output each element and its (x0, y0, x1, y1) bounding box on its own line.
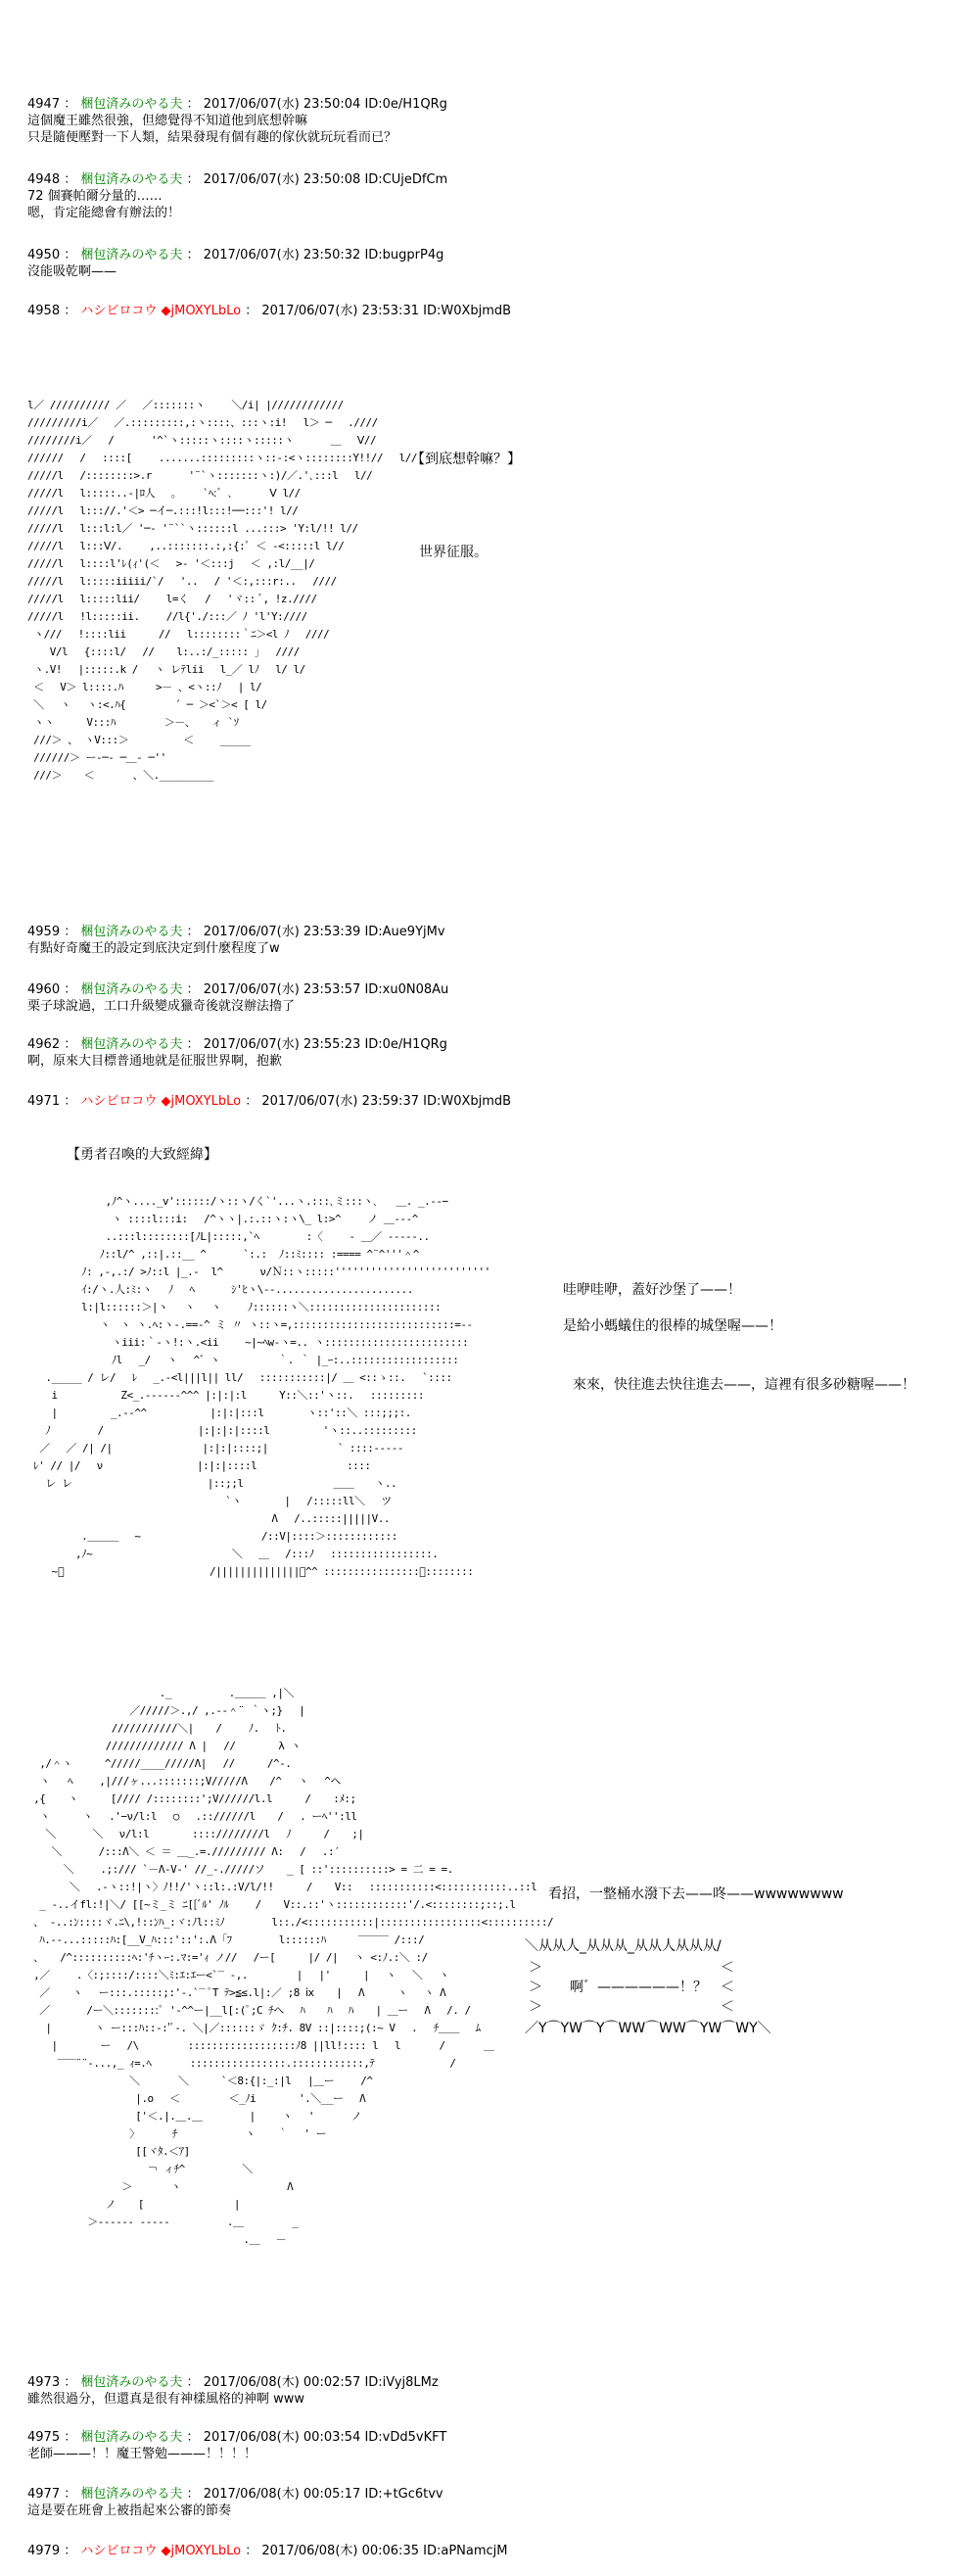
ascii-art-demon-king: l／ ////////// ／ ／:::::::ヽ ＼/i| |//////////// /////////i／ ／.:::::::::,:ヽ::::、:::ヽ:i! l＞ ─ .//// ////////i／ / '^`ヽ:::::ヽ::::ヽ:::::ヽ ＿ Ⅴ// ////// / ::::[ .......:::::::::ヽ::-:<ヽ::::::::Y!!// l// /////l /::::::::>.r '¨`ヽ:::::::ヽ:)/／.'､:::l l// /////l l:::::..-|ﾛ人 。 `ﾍ:ﾞ ､ Ⅴ l// /////l l::://.'＜> ─イ─.:::!l:::!──:::'! l// /////l l:::l:l／ '─‐ '¨``ヽ::::::l ...:::> 'Y:l/!! l// /////l l:::Ⅴ/. ,..:::::::.:,:{:ﾟ ＜ -<:::::l l// /////l l::::l'ﾚ(ｨ'(＜ >‐ '＜:::j ＜ ,:l/__|/ /////l l:::::iiiii/`/ '.. / '＜:,:::r:.. //// /////l l:::::lii/ l=く / 'ヾ:: ﾞ, !z.//// /////l !l:::::ii. //l{'./:::／ ﾉ 'l'Y://// ヽ/// !::::lii // l::::::::｀ﾆ＞<l ﾉ //// V/l {::::l/ // l:..:/_::::: ｣ //// ヽ.V! |:::::.k / ヽ レﾃlii l_／ lﾉ l/ l/ ＜ V＞ l::::.ﾊ >－ 、<ヽ::ﾉ | l/ ＼ ヽ ヽ:<.ﾊ{ ´ ─ ＞<`＞< [ l/ ヽヽ V:::ﾊ ＞－、 ィ `ｿ ///＞ 、 ヽV:::＞ ＜ _____ //////＞ ー‐─‐ ─＿‐ ─'' ///＞ ＜ 、＼._________ (27, 399, 417, 782)
poster-name: 梱包済みのやる夫 (80, 2430, 183, 2445)
separator: ： (64, 1094, 77, 1109)
post-header (27, 1093, 511, 1110)
separator: ： (64, 248, 77, 262)
separator: ： (186, 97, 200, 112)
post-number[interactable]: 4973 (27, 2375, 61, 2390)
separator: ： (245, 1094, 258, 1109)
poster-name: 梱包済みのやる夫 (80, 172, 183, 187)
post-id: ID:iVyj8LMz (364, 2375, 439, 2390)
shout-bubble-text: ＞ 啊゛——————！？ ＜ (529, 1980, 734, 1995)
separator: ： (186, 925, 200, 939)
dialogue-line: 世界征服。 (419, 545, 488, 560)
post-4979 (27, 2543, 508, 2559)
poster-name: 梱包済みのやる夫 (80, 248, 183, 262)
post-number[interactable]: 4962 (27, 1037, 61, 1052)
post-date: 2017/06/08(木) 00:03:54 (203, 2430, 361, 2445)
separator: ： (64, 304, 77, 318)
trip-diamond-icon: ◆ (161, 1094, 171, 1109)
shout-bubble-top: ＼从从人_从从从_从从人从从从/ (525, 1938, 722, 1954)
poster-name: 梱包済みのやる夫 (80, 2487, 183, 2502)
poster-name: 梱包済みのやる夫 (80, 1037, 183, 1052)
poster-name: ハシビロコウ (80, 2544, 158, 2558)
separator: ： (64, 2487, 77, 2502)
post-line: 有點好奇魔王的設定到底決定到什麼程度了w (27, 941, 280, 956)
dialogue-line: 哇咿哇咿，蓋好沙堡了——！ (563, 1282, 741, 1298)
post-date: 2017/06/07(水) 23:53:31 (261, 304, 419, 318)
separator: ： (186, 982, 200, 997)
post-4947 (27, 96, 447, 146)
separator: ： (186, 1037, 200, 1052)
separator: ： (186, 2430, 200, 2445)
post-line: 72 個賽帕爾分量的…… (27, 189, 163, 204)
shout-bubble-side: ＞ ＜ (529, 1960, 734, 1976)
post-header (27, 2429, 446, 2446)
post-number[interactable]: 4959 (27, 925, 61, 939)
post-header (27, 2486, 443, 2503)
post-line: 嗯，肯定能總會有辦法的！ (27, 206, 181, 220)
post-number[interactable]: 4958 (27, 304, 61, 318)
post-number[interactable]: 4979 (27, 2544, 61, 2558)
separator: ： (64, 172, 77, 187)
post-id: ID:W0XbjmdB (423, 1094, 512, 1109)
post-header (27, 303, 511, 319)
post-id: ID:0e/H1QRg (364, 97, 447, 112)
post-date: 2017/06/07(水) 23:59:37 (261, 1094, 419, 1109)
poster-name: 梱包済みのやる夫 (80, 2375, 183, 2390)
post-date: 2017/06/07(水) 23:50:32 (203, 248, 361, 262)
post-line: 只是隨便壓對一下人類，結果發現有個有趣的傢伙就玩玩看而已？ (27, 130, 397, 145)
post-4973 (27, 2374, 439, 2408)
poster-name: 梱包済みのやる夫 (80, 925, 183, 939)
post-id: ID:aPNamcjM (423, 2544, 508, 2558)
tripcode: jMOXYLbLo (170, 304, 242, 318)
trip-diamond-icon: ◆ (161, 304, 171, 318)
post-4975 (27, 2429, 446, 2462)
post-id: ID:0e/H1QRg (364, 1037, 447, 1052)
separator: ： (186, 172, 200, 187)
post-line: 這是要在班會上被指起來公審的節奏 (27, 2504, 232, 2518)
separator: ： (245, 304, 258, 318)
post-id: ID:vDd5vKFT (364, 2430, 447, 2445)
separator: ： (64, 2544, 77, 2558)
dialogue-line: 來來，快往進去快往進去——，這裡有很多砂糖喔——！ (573, 1377, 915, 1393)
post-number[interactable]: 4971 (27, 1094, 61, 1109)
separator: ： (245, 2544, 258, 2558)
post-date: 2017/06/07(水) 23:50:04 (203, 97, 361, 112)
post-header (27, 924, 445, 940)
separator: ： (186, 2487, 200, 2502)
separator: ： (64, 982, 77, 997)
trip-diamond-icon: ◆ (161, 2544, 171, 2558)
shout-bubble-side: ＞ ＜ (529, 1999, 734, 2015)
post-4977 (27, 2486, 443, 2519)
post-4948 (27, 171, 447, 221)
separator: ： (64, 925, 77, 939)
post-number[interactable]: 4977 (27, 2487, 61, 2502)
post-id: ID:xu0N08Au (364, 982, 449, 997)
post-date: 2017/06/07(水) 23:50:08 (203, 172, 361, 187)
post-line: 老師———！！魔王警勉———！！！！ (27, 2447, 257, 2461)
post-date: 2017/06/07(水) 23:55:23 (203, 1037, 361, 1052)
post-header (27, 247, 443, 263)
post-id: ID:bugprP4g (364, 248, 444, 262)
post-line: 雖然很過分，但還真是很有神樣風格的神啊 www (27, 2392, 305, 2407)
post-4960 (27, 981, 448, 1015)
poster-name: 梱包済みのやる夫 (80, 982, 183, 997)
post-line: 這個魔王雖然很強，但總覺得不知道他到底想幹嘛 (27, 114, 308, 128)
post-header (27, 2543, 508, 2559)
post-id: ID:CUjeDfCm (364, 172, 448, 187)
post-date: 2017/06/08(木) 00:02:57 (203, 2375, 361, 2390)
separator: ： (64, 2375, 77, 2390)
post-date: 2017/06/08(木) 00:05:17 (203, 2487, 361, 2502)
separator: ： (186, 248, 200, 262)
ascii-art-water-bucket: ._ .＿＿＿ ,|＼ ／/////＞.,/ ,.-‐＾¨ ｀ヽ;} | ///////////＼| / ﾉ. ﾄ. ///////////// Λ | // λ ヽ ,/＾ヽ ^/////____/////Λ| // /^-. ヽ ﾍ ,|///ヶ...:::::::;V/////Λ /^ ヽ ^ヘ ,{ ヽ [//// /::::::::';V//////l.l / :ﾒ:; ヽ ヽ .'−ν/l:l ○ .:://////l / . ーﾍ'':ll ＼ ＼ ν/l:l ::::////////l ﾉ / ;| ＼ /:::Λ＼ ＜ ＝ ＿_.=.///////// Λ: / .:′ ＼ .;:/// `－Λ-V-' //_-./////ソ _ [ ::'::::::::::> = 二 = =. ＼ .-ヽ::!|ヽ〉ﾉ!!/'ヽ::l:.:V/l/!! / V:: :::::::::::<:::::::::::..::l _ ‐..イfl:!|＼/ [[~ミ_ミ ﾆ[[ﾞﾙ' ﾉﾙ / V::.::'ヽ::::::::::::'/.<::::::::;::;.l 、 ‐..:ﾝ::::ヾ.ﾆ\,!::ﾝﾊ_:ヾ:ﾉl::ﾐﾉ l::./<:::::::::::|:::::::::::::::::<::::::::::/ ﾊ.--...:::::ﾊ:[__V_ﾊ:::'::':.Λ ｢ﾌ l::::::ﾊ ‾‾‾‾‾ /:::/ 、 /^::::::::::ﾍ:'ﾁヽｰ:.ﾏ:='ｨ ノ// /ー[ |/ /| ヽ <:ﾉ.:＼ :/ ,／ .〈:;::::/::::＼ﾐ:ｴ:ｴー<`‾ -,. | |' | ヽ ＼ ヽ ／ ヽ ー:::.:::::;:'-.`‾ ﾟT ﾃ>≦≤.l|:／ ;8 ⅸ | Λ ヽ ヽ Λ ／ /ー＼::::::::ﾟ '-^^ー|__l[:(ﾟ;C ﾁヘ ﾊ ﾊ ﾊ | ＿ー Λ /. / | ヽ ー:::ﾊ::-:'ﾞ-. ＼|／::::::ゞ ｸ:ﾁ. 8V ::|::::;(:~ V . ﾁ＿＿ ﾑ | ー /\ ::::::::::::::::::ﾉ8 ||ll!:::: l l / ＿ ‾‾‾¨¨-...,_ ｨ=.ﾍ ::::::::::::::::.::::::::::::,ﾃ / ＼ ＼ `＜8:{|:_:|l |＿ー /^ |.o ＜ ＜_ﾉi '.＼__ー Λ ['＜.|.＿.＿ | ヽ ' ノ 〉 ﾁ ヽ ｀ ' ー [[ヾﾀ.＜ｱ] ￢ ィﾁ^ ＼ ＞ ヽ Λ ノ [ | ＞--‐‐‐‐ ‐‐‐‐‐ .＿ _ .＿ － (33, 1687, 554, 2246)
tripcode: jMOXYLbLo (170, 1094, 242, 1109)
post-4971 (27, 1093, 511, 1110)
post-date: 2017/06/07(水) 23:53:39 (203, 925, 361, 939)
post-line: 啊，原來大目標普通地就是征服世界啊，抱歉 (27, 1054, 283, 1069)
poster-name: ハシビロコウ (80, 1094, 158, 1109)
post-header (27, 171, 447, 188)
post-4959 (27, 924, 445, 957)
post-4950 (27, 247, 443, 280)
post-id: ID:W0XbjmdB (423, 304, 512, 318)
post-id: ID:Aue9YjMv (364, 925, 445, 939)
post-header (27, 96, 447, 113)
post-line: 沒能吸乾啊—— (27, 264, 117, 279)
poster-name: 梱包済みのやる夫 (80, 97, 183, 112)
shout-bubble-bottom: ／Y⌒YW⌒Y⌒WW⌒WW⌒YW⌒WY＼ (525, 2021, 771, 2036)
post-4958 (27, 303, 511, 319)
ascii-art-sandcastle: ,ﾉ^ヽ...._v'::::::/ヽ::ヽ/く`'...ヽ.:::､ミ:::ヽ､ ＿. _.--− ヽ ::::l:::i: /^ヽヽ|.:.::ヽ:ヽ\_ l:>^ ノ ＿--‐^ ..:::l::::::::[ﾉL|:::::,`ﾍ :〈 ‐ ＿／ --‐--.. ﾉ::l/^ ,::|.::__ ^ `:.: ﾉ::ﾐ:::: :==== ^¨^'''＾^ ﾉ: ,-,.:/ >ﾉ::l |_.- l^ ν/Ｎ::ヽ:::::'''''''''''''''''''''''''' ｲ:/ヽ.人:ﾐ:ヽ ﾉ ﾍ ｼ'ﾋヽ\--....................... l:|l::::::＞|ヽ ヽ ヽ ﾉ::::::ヽ＼:::::::::::::::::::::: ヽ ヽ ヽ.ﾍ:ヽ-.==‐^ ミ 〃 ヽ::ヽ=,:::::::::::::::::::::::::::=-- ヽiii:｀-ヽ!:ヽ.<ii ~|~ﾍw‐ヽ=.. ヽ:::::::::::::::::::::::: ﾉl _/ ヽ ^゛ヽ ｀. ｀ |_ｰ:..:::::::::::::::::: ._____ / レ/ ﾚ _.-<l|||l|| ll/ :::::::::::|/ ＿ <::ゝ::. `:::: i Z<_.----‐‐^^^ |:|:|:l Y::＼::'ヽ::. ::::::::: | _.--^^ |:|:|:::l ヽ::'::＼ :::;;;:. ﾉ / |:|:|:|::::l 'ヽ::..::::::::: ／ ／ /| /| |:|:|::::;| ` ::::---‐‐ ﾚ' // |/ ν |:|:|::::l :::: レ レ |::;;l ＿＿ ヽ.. `ヽ | /:::::ll＼ ツ Λ /..:::::|||||V.. .＿＿＿ ~ /::V|::::＞:::::::::::: ,ﾉ~ ＼ ＿ /:::ﾉ :::::::::::::::::. ~ﾞ /||||||||||||||＞^^ ::::::::::::::::＼:::::::: (33, 1195, 490, 1578)
post-date: 2017/06/08(木) 00:06:35 (261, 2544, 419, 2558)
post-number[interactable]: 4960 (27, 982, 61, 997)
dialogue-line: 看招，一整桶水潑下去——咚——wwwwwwww (548, 1886, 844, 1902)
tripcode: jMOXYLbLo (170, 2544, 242, 2558)
section-heading: 【勇者召喚的大致經緯】 (67, 1147, 217, 1163)
post-number[interactable]: 4948 (27, 172, 61, 187)
separator: ： (186, 2375, 200, 2390)
post-header (27, 1036, 447, 1053)
post-id: ID:+tGc6tvv (364, 2487, 443, 2502)
separator: ： (64, 2430, 77, 2445)
post-number[interactable]: 4947 (27, 97, 61, 112)
post-number[interactable]: 4950 (27, 248, 61, 262)
post-number[interactable]: 4975 (27, 2430, 61, 2445)
dialogue-line: 是給小螞蟻住的很棒的城堡喔——！ (563, 1318, 782, 1334)
post-4962 (27, 1036, 447, 1070)
post-line: 栗子球說過，工口升級變成獵奇後就沒辦法擼了 (27, 999, 296, 1014)
post-header (27, 981, 448, 998)
poster-name: ハシビロコウ (80, 304, 158, 318)
separator: ： (64, 1037, 77, 1052)
post-header (27, 2374, 439, 2391)
dialogue-line: 【到底想幹嘛？】 (411, 452, 521, 467)
post-date: 2017/06/07(水) 23:53:57 (203, 982, 361, 997)
separator: ： (64, 97, 77, 112)
